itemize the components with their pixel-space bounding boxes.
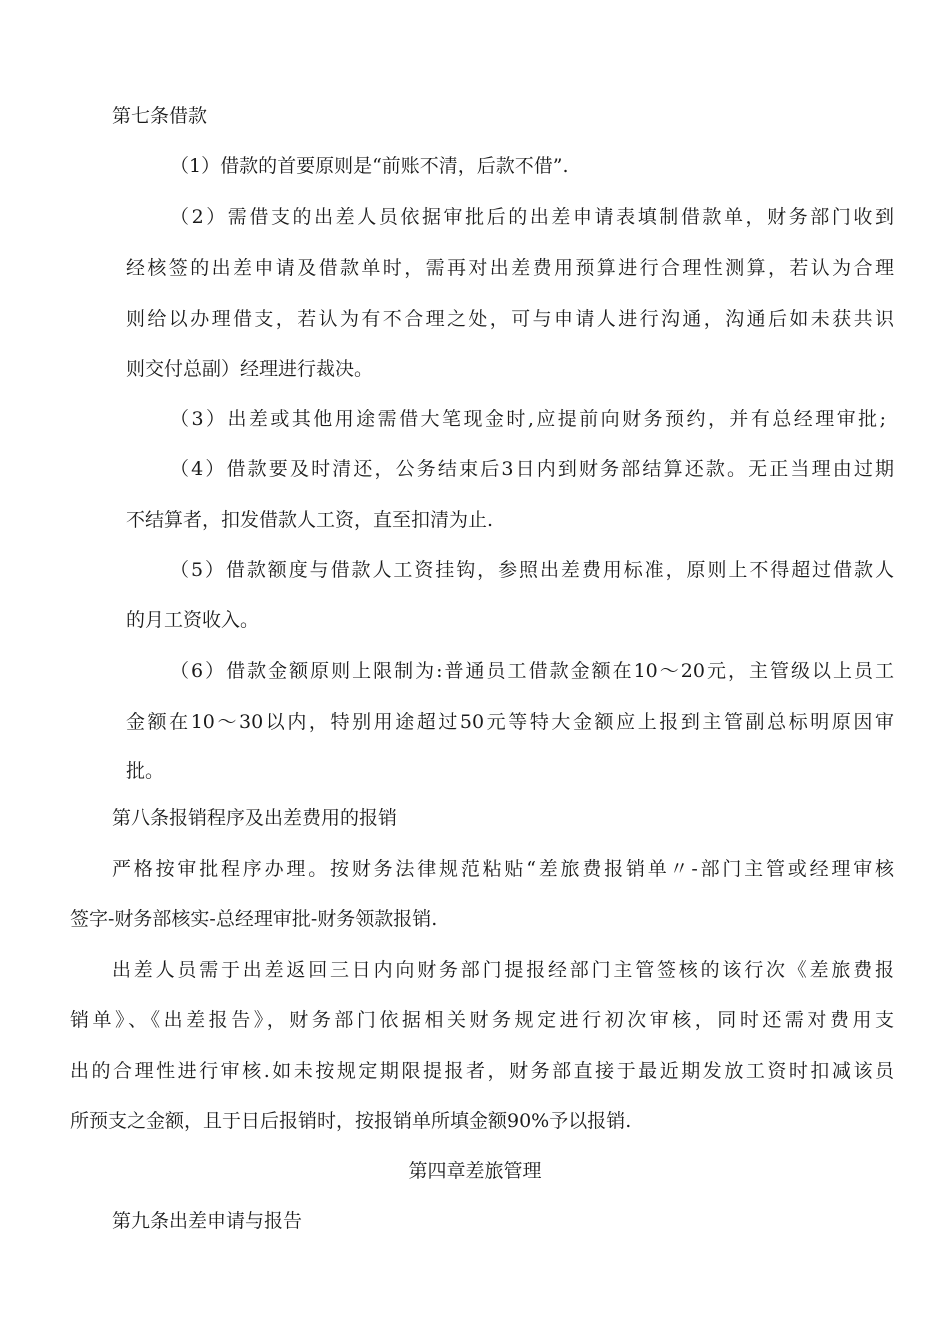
article-8-para-2-line-3: 出的合理性进行审核.如未按规定期限提报者，财务部直接于最近期发放工资时扣减该员 [70, 1060, 894, 1082]
article-7-item-1: （1）借款的首要原则是“前账不清，后款不借”. [170, 155, 569, 177]
chapter-4-heading: 第四章差旅管理 [408, 1160, 542, 1182]
article-9-heading: 第九条出差申请与报告 [112, 1210, 303, 1232]
article-7-item-4-line-2: 不结算者，扣发借款人工资，直至扣清为止. [126, 509, 494, 531]
article-7-heading: 第七条借款 [112, 105, 208, 127]
article-7-item-5-line-1: （5）借款额度与借款人工资挂钩，参照出差费用标准，原则上不得超过借款人 [170, 559, 894, 581]
article-7-item-6-line-2: 金额在10〜30以内，特别用途超过50元等特大金额应上报到主管副总标明原因审 [126, 711, 894, 733]
article-7-item-2-line-3: 则给以办理借支，若认为有不合理之处，可与申请人进行沟通，沟通后如未获共识 [126, 308, 894, 330]
article-7-item-2-line-4: 则交付总副）经理进行裁决。 [126, 358, 374, 380]
article-7-item-6-line-3: 批。 [126, 760, 165, 782]
article-7-item-3: （3）出差或其他用途需借大笔现金时,应提前向财务预约，并有总经理审批; [170, 408, 886, 430]
article-8-para-1-line-1: 严格按审批程序办理。按财务法律规范粘贴“差旅费报销单〃-部门主管或经理审核 [112, 858, 894, 880]
article-7-item-6-line-1: （6）借款金额原则上限制为:普通员工借款金额在10〜20元，主管级以上员工 [170, 660, 894, 682]
article-8-para-1-line-2: 签字-财务部核实-总经理审批-财务领款报销. [70, 908, 438, 930]
article-8-para-2-line-1: 出差人员需于出差返回三日内向财务部门提报经部门主管签核的该行次《差旅费报 [112, 959, 894, 981]
article-7-item-4-line-1: （4）借款要及时清还，公务结束后3日内到财务部结算还款。无正当理由过期 [170, 458, 894, 480]
article-7-item-5-line-2: 的月工资收入。 [126, 609, 260, 631]
article-7-item-2-line-1: （2）需借支的出差人员依据审批后的出差申请表填制借款单，财务部门收到 [170, 206, 894, 228]
article-8-heading: 第八条报销程序及出差费用的报销 [112, 807, 398, 829]
article-8-para-2-line-2: 销单》、《出差报告》，财务部门依据相关财务规定进行初次审核，同时还需对费用支 [70, 1009, 894, 1031]
article-7-item-2-line-2: 经核签的出差申请及借款单时，需再对出差费用预算进行合理性测算，若认为合理 [126, 257, 894, 279]
article-8-para-2-line-4: 所预支之金额，且于日后报销时，按报销单所填金额90%予以报销. [70, 1110, 632, 1132]
